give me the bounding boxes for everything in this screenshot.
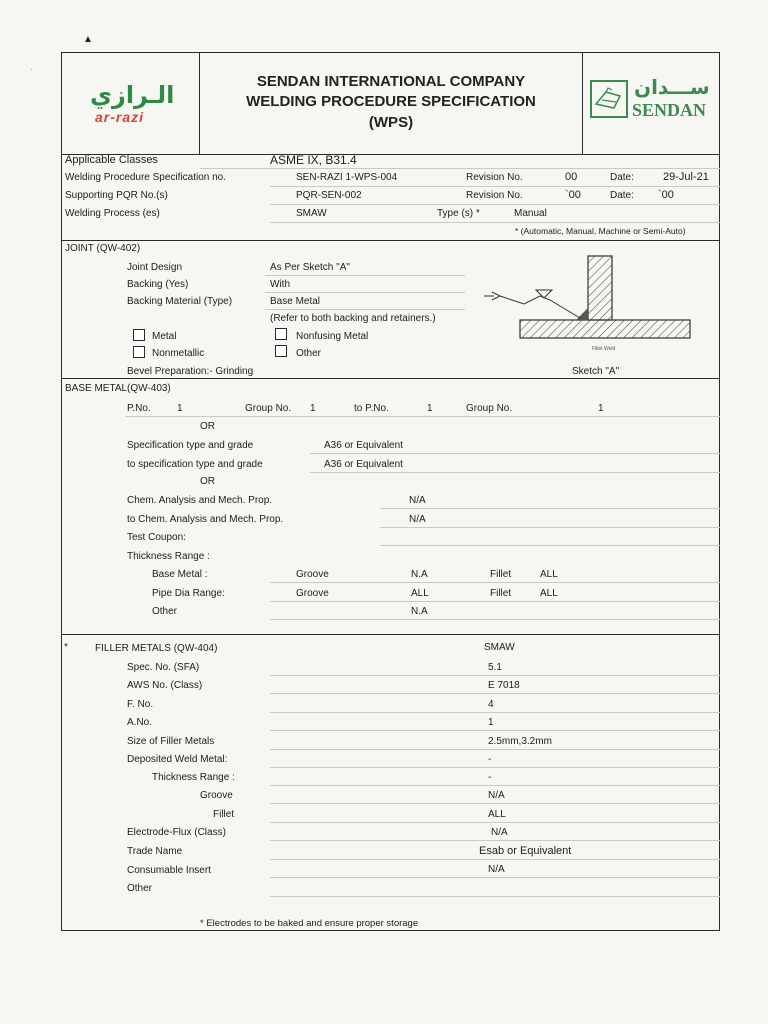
filler-row-value: E 7018 xyxy=(488,680,520,691)
sendan-emblem-icon xyxy=(590,80,628,118)
filler-row-value: N/A xyxy=(488,864,505,875)
filler-row-value: ALL xyxy=(488,809,506,820)
type-note: * (Automatic, Manual, Machine or Semi-Auto) xyxy=(515,226,686,236)
spec-grade-value: A36 or Equivalent xyxy=(324,440,403,451)
base-metal-fillet-value: ALL xyxy=(540,569,558,580)
or-separator-1: OR xyxy=(200,421,215,432)
ar-razi-logo-arabic: الـرازي xyxy=(90,81,175,109)
backing-material-value: Base Metal xyxy=(270,296,321,307)
pno-label: P.No. xyxy=(127,403,151,414)
filler-footnote: * Electrodes to be baked and ensure proper storage xyxy=(200,918,419,929)
sendan-logo-latin: SENDAN xyxy=(632,100,707,120)
backing-label: Backing (Yes) xyxy=(127,279,189,290)
or-separator-2: OR xyxy=(200,476,215,487)
filler-section-label: FILLER METALS (QW-404) xyxy=(95,643,218,654)
filler-row-label: Trade Name xyxy=(127,846,183,857)
chem-analysis-label: Chem. Analysis and Mech. Prop. xyxy=(127,495,273,506)
to-pno-label: to P.No. xyxy=(354,403,389,414)
revision-value-1: 00 xyxy=(565,171,578,183)
filler-row-value: 2.5mm,3.2mm xyxy=(488,736,552,747)
filler-row-label: Fillet xyxy=(213,809,235,820)
nonfusing-metal-checkbox[interactable] xyxy=(275,328,287,340)
to-spec-grade-value: A36 or Equivalent xyxy=(324,459,403,470)
pipe-dia-fillet-value: ALL xyxy=(540,588,558,599)
margin-mark: · xyxy=(30,64,34,75)
filler-row-value: 1 xyxy=(488,717,494,728)
base-metal-groove-value: N.A xyxy=(411,569,428,580)
filler-row-label: Other xyxy=(127,883,153,894)
pqr-value: PQR-SEN-002 xyxy=(296,190,362,201)
header-bottom-line xyxy=(61,154,720,155)
to-spec-grade-label: to specification type and grade xyxy=(127,459,263,470)
date-label-2: Date: xyxy=(610,190,634,201)
base-metal-label: Base Metal : xyxy=(152,569,208,580)
joint-design-label: Joint Design xyxy=(127,262,183,273)
spec-grade-label: Specification type and grade xyxy=(127,440,254,451)
backing-material-label: Backing Material (Type) xyxy=(127,296,233,307)
filler-row-value: N/A xyxy=(491,827,508,838)
filler-row-value: 4 xyxy=(488,699,494,710)
base-metal-section-label: BASE METAL(QW-403) xyxy=(65,383,171,394)
process-label: Welding Process (es) xyxy=(65,208,160,219)
filler-row-value: - xyxy=(488,754,492,765)
filler-row-label: Electrode-Flux (Class) xyxy=(127,827,226,838)
wps-no-label: Welding Procedure Specification no. xyxy=(65,172,227,183)
filler-star-mark: * xyxy=(64,642,68,653)
group-no-label-1: Group No. xyxy=(245,403,292,414)
base-metal-other-value: N.A xyxy=(411,606,428,617)
revision-label-1: Revision No. xyxy=(466,172,523,183)
filler-section-line xyxy=(61,634,720,635)
applicable-classes-label: Applicable Classes xyxy=(65,154,158,166)
other-checkbox[interactable] xyxy=(275,345,287,357)
base-metal-other-label: Other xyxy=(152,606,178,617)
bevel-preparation-label: Bevel Preparation:- Grinding xyxy=(127,366,254,377)
filler-row-label: AWS No. (Class) xyxy=(127,680,203,691)
nonmetallic-checkbox-label: Nonmetallic xyxy=(152,348,205,359)
pno-value: 1 xyxy=(177,403,183,414)
joint-section-line xyxy=(61,240,720,241)
company-title: SENDAN INTERNATIONAL COMPANY xyxy=(256,73,526,90)
revision-value-2: `00 xyxy=(565,189,581,201)
filler-row-label: A.No. xyxy=(127,717,153,728)
to-chem-analysis-value: N/A xyxy=(409,514,426,525)
backing-refer-note: (Refer to both backing and retainers.) xyxy=(270,313,436,324)
filler-row-value: Esab or Equivalent xyxy=(479,845,572,857)
thickness-range-label: Thickness Range : xyxy=(127,551,210,562)
base-metal-groove-label: Groove xyxy=(296,569,329,580)
metal-checkbox[interactable] xyxy=(133,329,145,341)
backing-value: With xyxy=(270,279,290,290)
type-label: Type (s) * xyxy=(437,208,480,219)
nonmetallic-checkbox[interactable] xyxy=(133,346,145,358)
sketch-caption: Sketch "A" xyxy=(572,366,620,377)
nonfusing-metal-checkbox-label: Nonfusing Metal xyxy=(296,331,369,342)
type-value: Manual xyxy=(514,208,547,219)
revision-label-2: Revision No. xyxy=(466,190,523,201)
filler-row-label: Thickness Range : xyxy=(152,772,235,783)
base-metal-section-line xyxy=(61,378,720,379)
metal-checkbox-label: Metal xyxy=(152,331,177,342)
filler-row-value: N/A xyxy=(488,790,505,801)
group-no-value-1: 1 xyxy=(310,403,316,414)
filler-row-label: Groove xyxy=(200,790,233,801)
filler-row-label: Spec. No. (SFA) xyxy=(127,662,200,673)
joint-sketch xyxy=(480,252,700,352)
wps-no-value: SEN-RAZI 1-WPS-004 xyxy=(296,172,398,183)
pipe-dia-groove-value: ALL xyxy=(411,588,429,599)
to-pno-value: 1 xyxy=(427,403,433,414)
ar-razi-logo-latin: ar-razi xyxy=(95,109,145,125)
header-divider-right xyxy=(582,52,583,154)
pipe-dia-fillet-label: Fillet xyxy=(490,588,512,599)
filler-row-label: Size of Filler Metals xyxy=(127,736,215,747)
sendan-logo-arabic: ســـدان xyxy=(634,75,710,99)
group-no-value-2: 1 xyxy=(598,403,604,414)
applicable-classes-value: ASME IX, B31.4 xyxy=(270,153,357,167)
filler-row-value: - xyxy=(488,772,492,783)
pipe-dia-groove-label: Groove xyxy=(296,588,329,599)
date-value-2: `00 xyxy=(658,189,674,201)
top-marker: ▲ xyxy=(83,34,93,45)
pipe-dia-label: Pipe Dia Range: xyxy=(152,588,225,599)
pqr-label: Supporting PQR No.(s) xyxy=(65,190,168,201)
chem-analysis-value: N/A xyxy=(409,495,426,506)
document-title: WELDING PROCEDURE SPECIFICATION xyxy=(246,93,536,110)
group-no-label-2: Group No. xyxy=(466,403,513,414)
filler-row-label: F. No. xyxy=(127,699,154,710)
sketch-small-label: Fillet Weld xyxy=(592,346,616,352)
filler-process-header: SMAW xyxy=(484,642,515,653)
joint-section-label: JOINT (QW-402) xyxy=(65,243,141,254)
test-coupon-label: Test Coupon: xyxy=(127,532,186,543)
process-value: SMAW xyxy=(296,208,327,219)
to-chem-analysis-label: to Chem. Analysis and Mech. Prop. xyxy=(127,514,284,525)
date-label-1: Date: xyxy=(610,172,634,183)
joint-design-value: As Per Sketch "A" xyxy=(270,262,350,273)
filler-row-label: Deposited Weld Metal: xyxy=(127,754,228,765)
document-subtitle: (WPS) xyxy=(368,114,414,131)
base-metal-fillet-label: Fillet xyxy=(490,569,512,580)
filler-row-value: 5.1 xyxy=(488,662,502,673)
filler-row-label: Consumable Insert xyxy=(127,865,211,876)
other-checkbox-label: Other xyxy=(296,348,322,359)
date-value-1: 29-Jul-21 xyxy=(663,171,709,183)
